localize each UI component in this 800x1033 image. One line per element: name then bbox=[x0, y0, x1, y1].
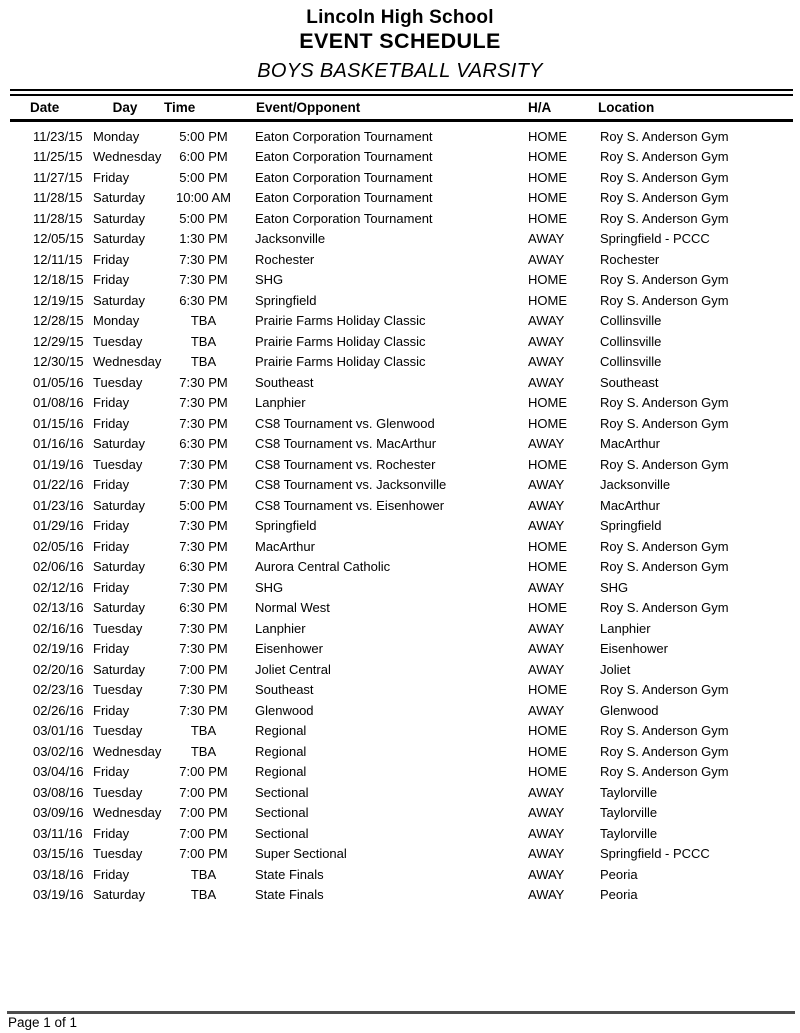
cell-location: Joliet bbox=[600, 661, 631, 677]
cell-ha: HOME bbox=[528, 456, 567, 472]
table-row bbox=[10, 331, 793, 352]
cell-date: 02/19/16 bbox=[33, 641, 84, 657]
cell-event: Eisenhower bbox=[255, 641, 323, 657]
cell-location: Roy S. Anderson Gym bbox=[600, 600, 729, 616]
cell-event: Eaton Corporation Tournament bbox=[255, 149, 433, 165]
schedule-subtitle: BOYS BASKETBALL VARSITY bbox=[257, 60, 543, 82]
cell-ha: AWAY bbox=[528, 374, 565, 390]
table-row bbox=[10, 249, 793, 270]
cell-time: 7:30 PM bbox=[179, 641, 228, 657]
cell-location: Rochester bbox=[600, 251, 660, 267]
cell-date: 12/28/15 bbox=[33, 313, 84, 329]
cell-event: Regional bbox=[255, 764, 307, 780]
cell-day: Wednesday bbox=[93, 354, 162, 370]
cell-date: 02/16/16 bbox=[33, 620, 84, 636]
cell-location: Jacksonville bbox=[600, 477, 671, 493]
cell-ha: HOME bbox=[528, 190, 567, 206]
cell-ha: HOME bbox=[528, 743, 567, 759]
cell-day: Wednesday bbox=[93, 743, 162, 759]
cell-location: Lanphier bbox=[600, 620, 651, 636]
cell-event: Lanphier bbox=[255, 395, 306, 411]
cell-location: Peoria bbox=[600, 866, 638, 882]
cell-date: 01/29/16 bbox=[33, 518, 84, 534]
cell-event: Rochester bbox=[255, 251, 315, 267]
cell-event: Regional bbox=[255, 743, 307, 759]
cell-day: Saturday bbox=[93, 190, 146, 206]
table-row bbox=[10, 823, 793, 844]
cell-location: Collinsville bbox=[600, 333, 662, 349]
cell-ha: HOME bbox=[528, 292, 567, 308]
cell-event: Sectional bbox=[255, 805, 309, 821]
cell-location: Roy S. Anderson Gym bbox=[600, 764, 729, 780]
cell-event: Sectional bbox=[255, 784, 309, 800]
cell-ha: HOME bbox=[528, 600, 567, 616]
cell-time: 6:30 PM bbox=[179, 600, 228, 616]
cell-time: 7:30 PM bbox=[179, 415, 228, 431]
cell-day: Friday bbox=[93, 538, 130, 554]
cell-time: 5:00 PM bbox=[179, 128, 228, 144]
cell-day: Tuesday bbox=[93, 682, 143, 698]
cell-day: Saturday bbox=[93, 600, 146, 616]
cell-location: Roy S. Anderson Gym bbox=[600, 415, 729, 431]
cell-ha: AWAY bbox=[528, 887, 565, 903]
cell-time: 7:00 PM bbox=[179, 846, 228, 862]
cell-event: Prairie Farms Holiday Classic bbox=[255, 313, 426, 329]
cell-day: Friday bbox=[93, 395, 130, 411]
cell-ha: AWAY bbox=[528, 436, 565, 452]
cell-time: TBA bbox=[190, 354, 217, 370]
cell-date: 02/05/16 bbox=[33, 538, 84, 554]
cell-time: 6:30 PM bbox=[179, 559, 228, 575]
column-header-date: Date bbox=[30, 100, 60, 115]
cell-location: Collinsville bbox=[600, 313, 662, 329]
cell-location: Taylorville bbox=[600, 805, 658, 821]
cell-time: 10:00 AM bbox=[176, 190, 231, 206]
cell-day: Tuesday bbox=[93, 620, 143, 636]
cell-ha: HOME bbox=[528, 682, 567, 698]
cell-day: Wednesday bbox=[93, 149, 162, 165]
cell-location: Roy S. Anderson Gym bbox=[600, 559, 729, 575]
table-row bbox=[10, 413, 793, 434]
table-row bbox=[10, 434, 793, 455]
cell-day: Friday bbox=[93, 579, 130, 595]
cell-location: MacArthur bbox=[600, 436, 660, 452]
cell-ha: AWAY bbox=[528, 866, 565, 882]
table-row bbox=[10, 475, 793, 496]
cell-ha: AWAY bbox=[528, 579, 565, 595]
cell-ha: AWAY bbox=[528, 805, 565, 821]
cell-event: Springfield bbox=[255, 292, 317, 308]
cell-location: Glenwood bbox=[600, 702, 659, 718]
cell-location: Taylorville bbox=[600, 784, 658, 800]
table-row bbox=[10, 126, 793, 147]
table-row bbox=[10, 762, 793, 783]
table-row bbox=[10, 577, 793, 598]
cell-day: Saturday bbox=[93, 661, 146, 677]
table-row bbox=[10, 700, 793, 721]
cell-location: Roy S. Anderson Gym bbox=[600, 538, 729, 554]
cell-event: Springfield bbox=[255, 518, 317, 534]
cell-date: 01/05/16 bbox=[33, 374, 84, 390]
cell-location: Roy S. Anderson Gym bbox=[600, 272, 729, 288]
cell-date: 01/16/16 bbox=[33, 436, 84, 452]
cell-location: MacArthur bbox=[600, 497, 660, 513]
cell-location: SHG bbox=[600, 579, 629, 595]
cell-event: Eaton Corporation Tournament bbox=[255, 210, 433, 226]
table-row bbox=[10, 844, 793, 865]
cell-event: CS8 Tournament vs. Jacksonville bbox=[255, 477, 447, 493]
cell-ha: AWAY bbox=[528, 846, 565, 862]
cell-event: Aurora Central Catholic bbox=[255, 559, 391, 575]
cell-day: Friday bbox=[93, 641, 130, 657]
cell-day: Tuesday bbox=[93, 846, 143, 862]
table-row bbox=[10, 680, 793, 701]
cell-location: Roy S. Anderson Gym bbox=[600, 292, 729, 308]
cell-event: MacArthur bbox=[255, 538, 315, 554]
footer-divider bbox=[7, 1011, 795, 1014]
cell-event: Prairie Farms Holiday Classic bbox=[255, 333, 426, 349]
cell-time: 7:30 PM bbox=[179, 620, 228, 636]
cell-time: TBA bbox=[190, 743, 217, 759]
cell-time: 5:00 PM bbox=[179, 210, 228, 226]
cell-event: Joliet Central bbox=[255, 661, 331, 677]
table-row bbox=[10, 167, 793, 188]
cell-time: 6:30 PM bbox=[179, 292, 228, 308]
table-row bbox=[10, 721, 793, 742]
cell-date: 03/04/16 bbox=[33, 764, 84, 780]
cell-location: Roy S. Anderson Gym bbox=[600, 682, 729, 698]
cell-location: Eisenhower bbox=[600, 641, 668, 657]
table-row bbox=[10, 147, 793, 168]
column-header-event: Event/Opponent bbox=[256, 100, 361, 115]
cell-date: 01/08/16 bbox=[33, 395, 84, 411]
table-row bbox=[10, 393, 793, 414]
cell-day: Friday bbox=[93, 702, 130, 718]
cell-ha: HOME bbox=[528, 149, 567, 165]
cell-day: Tuesday bbox=[93, 456, 143, 472]
cell-location: Roy S. Anderson Gym bbox=[600, 210, 729, 226]
table-row bbox=[10, 618, 793, 639]
cell-ha: AWAY bbox=[528, 497, 565, 513]
table-row bbox=[10, 311, 793, 332]
cell-location: Roy S. Anderson Gym bbox=[600, 128, 729, 144]
cell-ha: HOME bbox=[528, 210, 567, 226]
cell-ha: AWAY bbox=[528, 784, 565, 800]
cell-date: 01/22/16 bbox=[33, 477, 84, 493]
cell-location: Southeast bbox=[600, 374, 659, 390]
table-row bbox=[10, 290, 793, 311]
cell-day: Monday bbox=[93, 313, 140, 329]
cell-day: Monday bbox=[93, 128, 140, 144]
cell-day: Wednesday bbox=[93, 805, 162, 821]
cell-event: SHG bbox=[255, 579, 284, 595]
cell-time: 7:00 PM bbox=[179, 764, 228, 780]
cell-ha: HOME bbox=[528, 538, 567, 554]
cell-time: 7:00 PM bbox=[179, 784, 228, 800]
cell-date: 11/27/15 bbox=[33, 169, 83, 185]
cell-location: Roy S. Anderson Gym bbox=[600, 190, 729, 206]
cell-time: 7:30 PM bbox=[179, 477, 228, 493]
cell-event: CS8 Tournament vs. Eisenhower bbox=[255, 497, 445, 513]
cell-day: Saturday bbox=[93, 497, 146, 513]
cell-date: 01/15/16 bbox=[33, 415, 84, 431]
cell-date: 03/08/16 bbox=[33, 784, 84, 800]
schedule-table bbox=[10, 89, 793, 905]
cell-day: Friday bbox=[93, 272, 130, 288]
cell-ha: HOME bbox=[528, 723, 567, 739]
cell-event: Eaton Corporation Tournament bbox=[255, 128, 433, 144]
column-header-day: Day bbox=[112, 100, 138, 115]
cell-event: Southeast bbox=[255, 682, 314, 698]
cell-ha: HOME bbox=[528, 559, 567, 575]
cell-date: 01/23/16 bbox=[33, 497, 84, 513]
cell-location: Peoria bbox=[600, 887, 638, 903]
cell-time: 7:00 PM bbox=[179, 805, 228, 821]
cell-day: Saturday bbox=[93, 210, 146, 226]
cell-location: Roy S. Anderson Gym bbox=[600, 456, 729, 472]
cell-day: Saturday bbox=[93, 231, 146, 247]
column-header-ha: H/A bbox=[528, 100, 552, 115]
cell-day: Friday bbox=[93, 825, 130, 841]
cell-day: Friday bbox=[93, 251, 130, 267]
cell-ha: HOME bbox=[528, 169, 567, 185]
cell-event: State Finals bbox=[255, 887, 324, 903]
cell-time: TBA bbox=[190, 887, 217, 903]
cell-date: 03/19/16 bbox=[33, 887, 84, 903]
cell-date: 12/30/15 bbox=[33, 354, 84, 370]
column-header-time: Time bbox=[164, 100, 196, 115]
cell-day: Saturday bbox=[93, 292, 146, 308]
cell-event: Prairie Farms Holiday Classic bbox=[255, 354, 426, 370]
table-row bbox=[10, 208, 793, 229]
cell-date: 11/25/15 bbox=[33, 149, 83, 165]
cell-ha: HOME bbox=[528, 415, 567, 431]
cell-date: 03/09/16 bbox=[33, 805, 84, 821]
cell-location: Roy S. Anderson Gym bbox=[600, 743, 729, 759]
cell-ha: AWAY bbox=[528, 251, 565, 267]
table-header-row bbox=[10, 89, 793, 122]
cell-ha: AWAY bbox=[528, 620, 565, 636]
cell-time: 7:30 PM bbox=[179, 518, 228, 534]
cell-location: Roy S. Anderson Gym bbox=[600, 149, 729, 165]
table-row bbox=[10, 864, 793, 885]
cell-time: 7:30 PM bbox=[179, 395, 228, 411]
cell-time: TBA bbox=[190, 333, 217, 349]
cell-time: 7:30 PM bbox=[179, 538, 228, 554]
cell-date: 02/26/16 bbox=[33, 702, 84, 718]
cell-location: Springfield - PCCC bbox=[600, 231, 710, 247]
table-row bbox=[10, 741, 793, 762]
cell-ha: AWAY bbox=[528, 477, 565, 493]
cell-location: Roy S. Anderson Gym bbox=[600, 723, 729, 739]
cell-time: 7:30 PM bbox=[179, 456, 228, 472]
column-header-location: Location bbox=[598, 100, 655, 115]
cell-ha: HOME bbox=[528, 764, 567, 780]
table-row bbox=[10, 659, 793, 680]
cell-event: CS8 Tournament vs. Glenwood bbox=[255, 415, 435, 431]
cell-time: 7:30 PM bbox=[179, 251, 228, 267]
cell-ha: AWAY bbox=[528, 825, 565, 841]
cell-ha: HOME bbox=[528, 128, 567, 144]
cell-ha: AWAY bbox=[528, 661, 565, 677]
schedule-body bbox=[10, 122, 793, 905]
cell-day: Saturday bbox=[93, 887, 146, 903]
table-row bbox=[10, 639, 793, 660]
cell-ha: AWAY bbox=[528, 354, 565, 370]
cell-date: 02/06/16 bbox=[33, 559, 84, 575]
cell-day: Tuesday bbox=[93, 333, 143, 349]
table-row bbox=[10, 782, 793, 803]
cell-event: Glenwood bbox=[255, 702, 314, 718]
cell-event: CS8 Tournament vs. MacArthur bbox=[255, 436, 437, 452]
cell-event: State Finals bbox=[255, 866, 324, 882]
cell-day: Friday bbox=[93, 477, 130, 493]
table-row bbox=[10, 516, 793, 537]
table-row bbox=[10, 598, 793, 619]
table-row bbox=[10, 536, 793, 557]
cell-event: Jacksonville bbox=[255, 231, 326, 247]
cell-date: 12/29/15 bbox=[33, 333, 84, 349]
cell-event: Lanphier bbox=[255, 620, 306, 636]
table-row bbox=[10, 229, 793, 250]
cell-time: TBA bbox=[190, 866, 217, 882]
cell-time: 5:00 PM bbox=[179, 169, 228, 185]
cell-time: TBA bbox=[190, 313, 217, 329]
cell-date: 11/28/15 bbox=[33, 190, 83, 206]
cell-time: 5:00 PM bbox=[179, 497, 228, 513]
cell-date: 01/19/16 bbox=[33, 456, 84, 472]
cell-day: Tuesday bbox=[93, 723, 143, 739]
cell-day: Friday bbox=[93, 415, 130, 431]
cell-date: 11/23/15 bbox=[33, 128, 83, 144]
table-row bbox=[10, 352, 793, 373]
cell-ha: AWAY bbox=[528, 231, 565, 247]
cell-time: 6:00 PM bbox=[179, 149, 228, 165]
cell-time: 7:30 PM bbox=[179, 702, 228, 718]
cell-date: 11/28/15 bbox=[33, 210, 83, 226]
cell-day: Friday bbox=[93, 169, 130, 185]
cell-time: 7:30 PM bbox=[179, 682, 228, 698]
cell-day: Friday bbox=[93, 764, 130, 780]
cell-time: 6:30 PM bbox=[179, 436, 228, 452]
table-row bbox=[10, 188, 793, 209]
cell-day: Friday bbox=[93, 518, 130, 534]
cell-time: 7:30 PM bbox=[179, 374, 228, 390]
cell-date: 03/18/16 bbox=[33, 866, 84, 882]
table-row bbox=[10, 372, 793, 393]
cell-ha: AWAY bbox=[528, 333, 565, 349]
cell-day: Saturday bbox=[93, 559, 146, 575]
cell-date: 02/20/16 bbox=[33, 661, 84, 677]
cell-event: Southeast bbox=[255, 374, 314, 390]
table-row bbox=[10, 495, 793, 516]
cell-event: Sectional bbox=[255, 825, 309, 841]
cell-time: 7:30 PM bbox=[179, 272, 228, 288]
cell-location: Collinsville bbox=[600, 354, 662, 370]
cell-ha: HOME bbox=[528, 272, 567, 288]
cell-day: Saturday bbox=[93, 436, 146, 452]
cell-date: 02/23/16 bbox=[33, 682, 84, 698]
cell-event: Eaton Corporation Tournament bbox=[255, 169, 433, 185]
cell-date: 03/01/16 bbox=[33, 723, 84, 739]
cell-location: Taylorville bbox=[600, 825, 658, 841]
cell-event: Normal West bbox=[255, 600, 330, 616]
cell-date: 02/12/16 bbox=[33, 579, 84, 595]
cell-date: 12/11/15 bbox=[33, 251, 83, 267]
cell-date: 03/11/16 bbox=[33, 825, 83, 841]
cell-time: 7:00 PM bbox=[179, 661, 228, 677]
cell-location: Roy S. Anderson Gym bbox=[600, 395, 729, 411]
cell-day: Friday bbox=[93, 866, 130, 882]
table-row bbox=[10, 454, 793, 475]
school-name: Lincoln High School bbox=[306, 7, 494, 28]
cell-location: Roy S. Anderson Gym bbox=[600, 169, 729, 185]
cell-date: 12/19/15 bbox=[33, 292, 84, 308]
cell-ha: HOME bbox=[528, 395, 567, 411]
cell-event: SHG bbox=[255, 272, 284, 288]
cell-event: Regional bbox=[255, 723, 307, 739]
cell-location: Springfield bbox=[600, 518, 662, 534]
cell-time: 7:30 PM bbox=[179, 579, 228, 595]
cell-ha: AWAY bbox=[528, 641, 565, 657]
cell-event: CS8 Tournament vs. Rochester bbox=[255, 456, 436, 472]
cell-location: Springfield - PCCC bbox=[600, 846, 710, 862]
cell-date: 03/15/16 bbox=[33, 846, 84, 862]
cell-day: Tuesday bbox=[93, 784, 143, 800]
cell-date: 12/05/15 bbox=[33, 231, 84, 247]
page-title: EVENT SCHEDULE bbox=[299, 29, 501, 53]
cell-date: 12/18/15 bbox=[33, 272, 84, 288]
table-row bbox=[10, 803, 793, 824]
cell-event: Eaton Corporation Tournament bbox=[255, 190, 433, 206]
cell-ha: AWAY bbox=[528, 313, 565, 329]
page-number-label: Page 1 of 1 bbox=[8, 1015, 78, 1030]
cell-ha: AWAY bbox=[528, 702, 565, 718]
cell-date: 02/13/16 bbox=[33, 600, 84, 616]
cell-event: Super Sectional bbox=[255, 846, 347, 862]
cell-time: 7:00 PM bbox=[179, 825, 228, 841]
cell-date: 03/02/16 bbox=[33, 743, 84, 759]
table-row bbox=[10, 557, 793, 578]
table-row bbox=[10, 885, 793, 906]
table-row bbox=[10, 270, 793, 291]
cell-ha: AWAY bbox=[528, 518, 565, 534]
cell-time: 1:30 PM bbox=[179, 231, 228, 247]
cell-time: TBA bbox=[190, 723, 217, 739]
cell-day: Tuesday bbox=[93, 374, 143, 390]
